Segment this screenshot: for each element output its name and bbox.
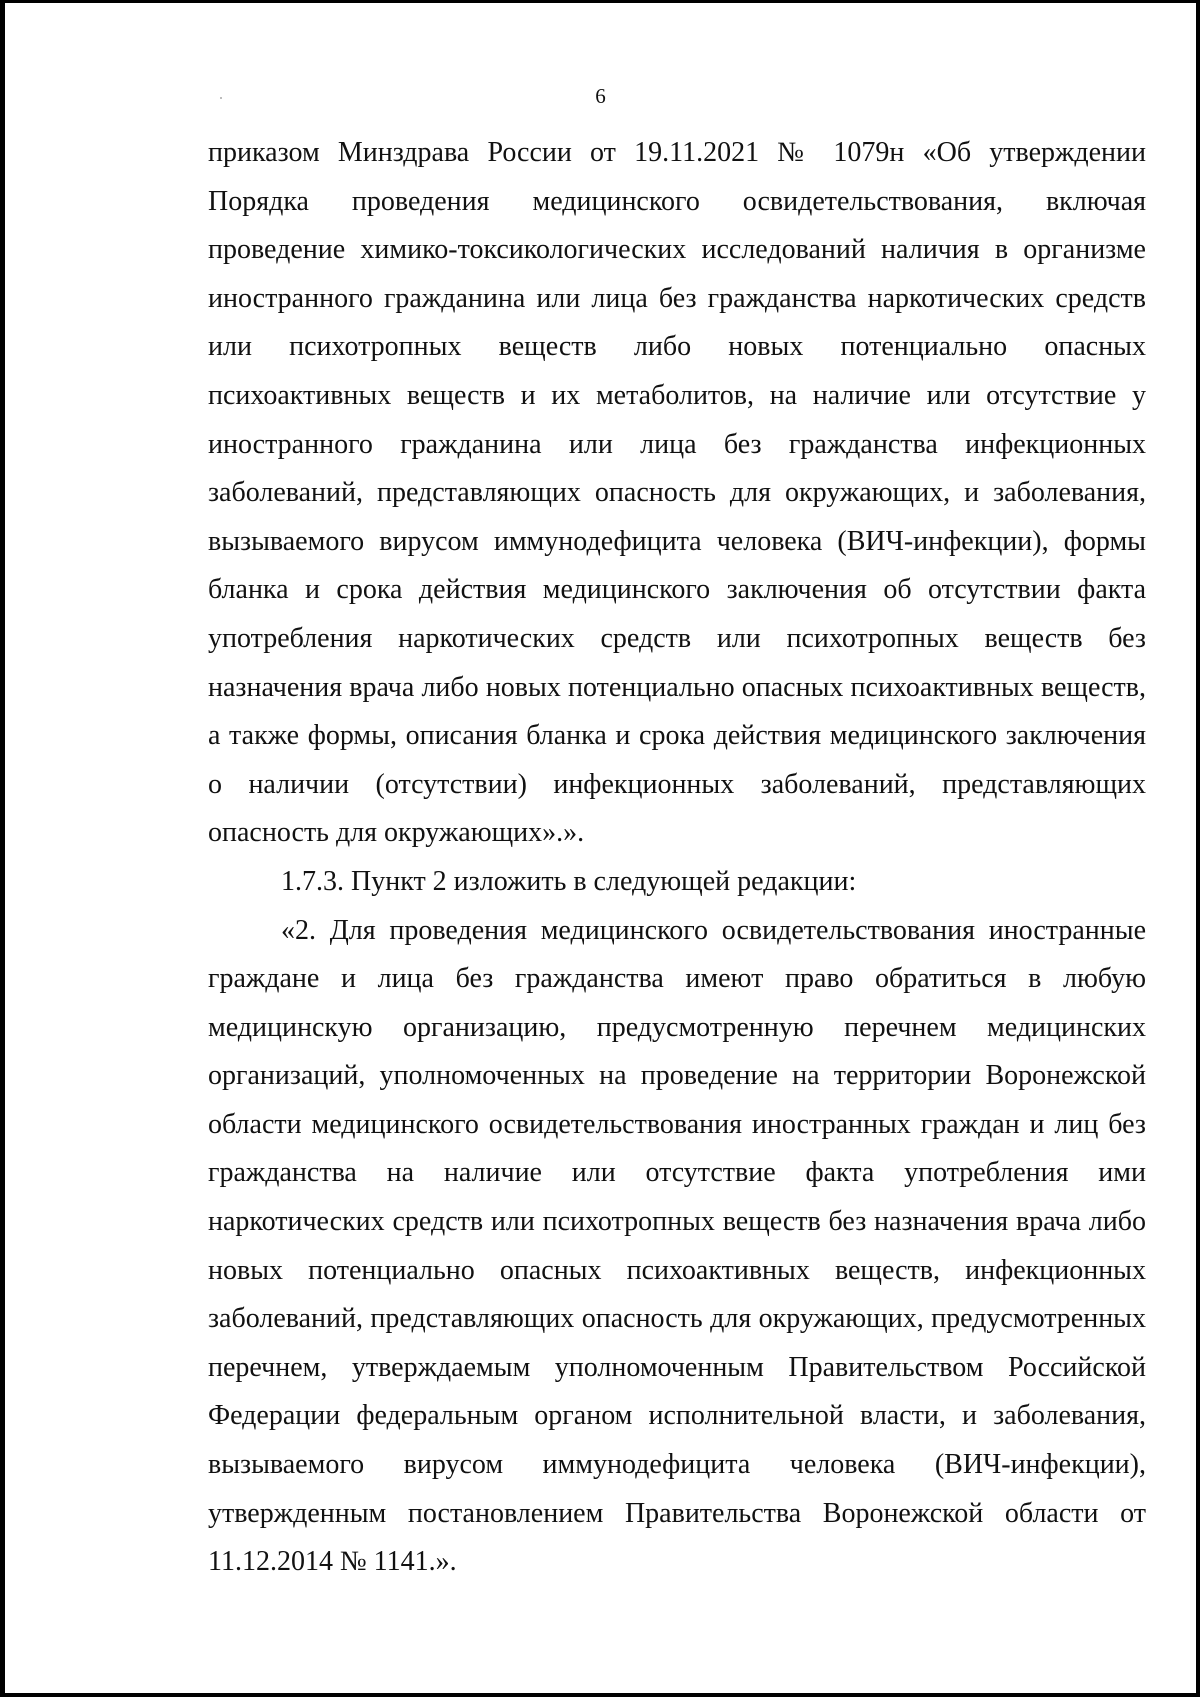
document-body (208, 129, 1146, 1587)
paragraph-item-1-7-3: 1.7.3. Пункт 2 изложить в следующей редакции: (281, 865, 857, 897)
paragraph-point-2: «2. Для проведения медицинского освидетельствования иностранные граждане и лица без гражданства имеют право обратиться в любую медицинскую организацию, предусмотренную перечнем медицинских организаций, уполномоченных на проведение на территории Воронежской области медицинского освидетельствования иностранных граждан и лиц без гражданства на наличие или отсутствие факта употребления ими наркотических средств или психотропных веществ без назначения врача либо новых потенциально опасных психоактивных веществ, инфекционных заболеваний, представляющих опасность для окружающих, предусмотренных перечнем, утверждаемым уполномоченным Правительством Российской Федерации федеральным органом исполнительной власти, и заболевания, вызываемого вирусом иммунодефицита человека (ВИЧ-инфекции), утвержденным постановлением Правительства Воронежской области от 11.12.2014 № 1141.». (208, 914, 1146, 1578)
page-number: 6 (595, 84, 606, 108)
paragraph-continuation: приказом Минздрава России от 19.11.2021 № 1079н «Об утверждении Порядка проведения медицинского освидетельствования, включая проведение химико-токсикологических исследований наличия в организме иностранного гражданина или лица без гражданства наркотических средств или психотропных веществ либо новых потенциально опасных психоактивных веществ и их метаболитов, на наличие или отсутствие у иностранного гражданина или лица без гражданства инфекционных заболеваний, представляющих опасность для окружающих, и заболевания, вызываемого вирусом иммунодефицита человека (ВИЧ-инфекции), формы бланка и срока действия медицинского заключения об отсутствии факта употребления наркотических средств или психотропных веществ без назначения врача либо новых потенциально опасных психоактивных веществ, а также формы, описания бланка и срока действия медицинского заключения о наличии (отсутствии) инфекционных заболеваний, представляющих опасность для окружающих».». (208, 137, 1146, 849)
